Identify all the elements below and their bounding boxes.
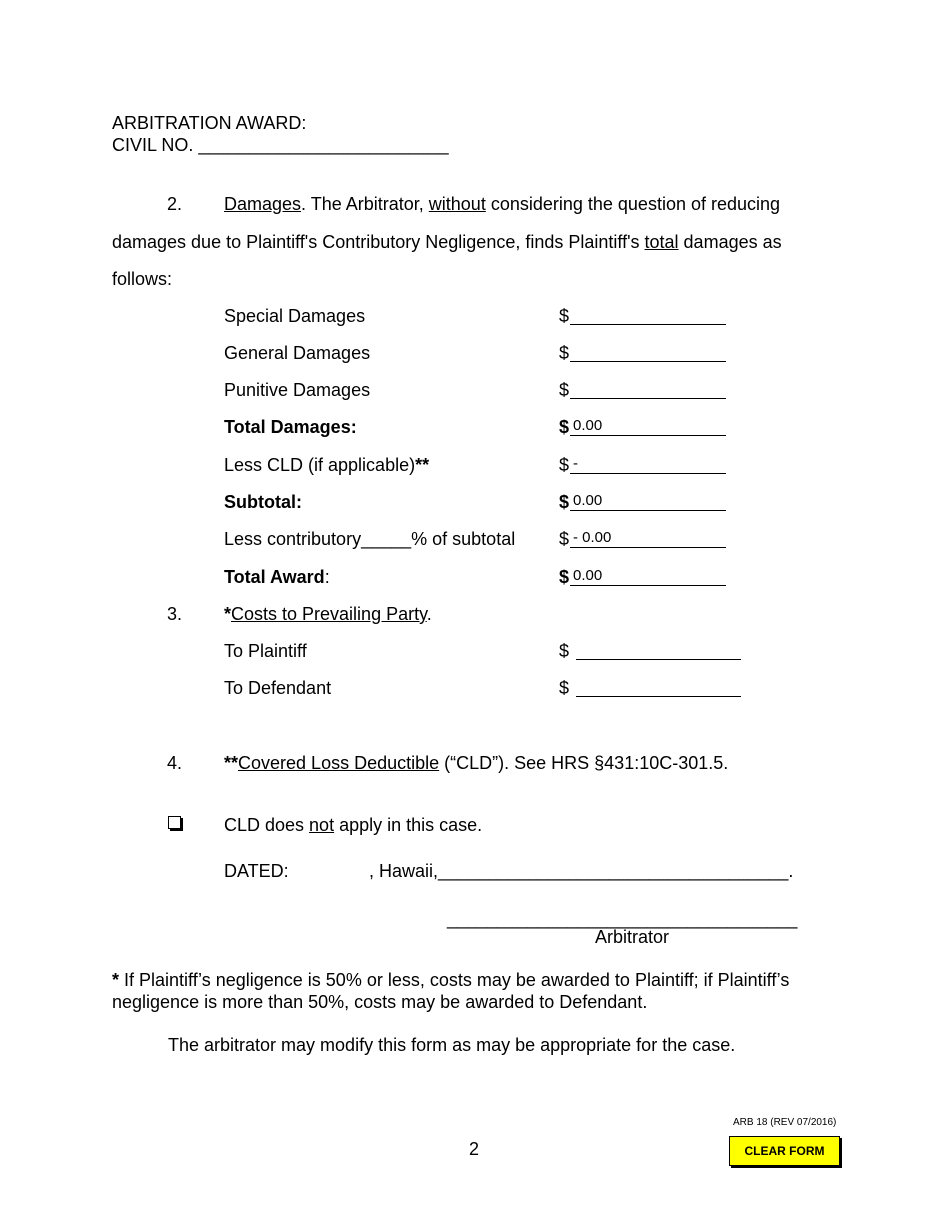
- footnote-star: *: [112, 970, 120, 990]
- less-cld-stars: **: [415, 455, 430, 475]
- section-4-number: 4.: [167, 753, 183, 773]
- total-award-field: 0.00: [570, 566, 726, 586]
- to-plaintiff-label: To Plaintiff: [224, 641, 307, 661]
- civil-no-line: [112, 134, 449, 156]
- damages-heading: Damages: [224, 194, 302, 214]
- to-plaintiff-field[interactable]: [576, 640, 741, 660]
- civil-no-field[interactable]: _________________________: [198, 135, 449, 155]
- to-plaintiff-dollar: $: [559, 641, 570, 661]
- section-2-text-a: . The Arbitrator,: [301, 194, 429, 214]
- section-2-number: 2.: [167, 194, 183, 214]
- cld-text-a: CLD does: [224, 815, 310, 835]
- clear-form-button[interactable]: CLEAR FORM: [729, 1136, 840, 1166]
- arbitrator-label: Arbitrator: [595, 927, 670, 947]
- section-3-number: 3.: [167, 604, 183, 624]
- total-damages-field: 0.00: [570, 416, 726, 436]
- total-award-label: [224, 566, 330, 588]
- total-damages-label: Total Damages:: [224, 417, 357, 437]
- section-3-star: *: [224, 604, 232, 624]
- less-cld-label: [224, 454, 429, 476]
- to-defendant-dollar: $: [559, 678, 570, 698]
- section-2-line-2b: damages as: [678, 232, 782, 252]
- dated-hawaii-line: [369, 860, 793, 882]
- less-cld-field: -: [570, 454, 726, 474]
- cld-text-b: apply in this case.: [334, 815, 483, 835]
- total-award-colon: :: [324, 567, 330, 587]
- section-2-line-2a: damages due to Plaintiff's Contributory Negligence, finds Plaintiff's: [112, 232, 645, 252]
- section-3-heading: [224, 603, 432, 625]
- form-id: ARB 18 (REV 07/2016): [733, 1117, 837, 1128]
- not-word: not: [309, 815, 335, 835]
- subtotal-field: 0.00: [570, 491, 726, 511]
- to-defendant-field[interactable]: [576, 677, 741, 697]
- less-contributory-text: Less contributory: [224, 529, 362, 549]
- section-4-stars: **: [224, 753, 239, 773]
- costs-heading: Costs to Prevailing Party: [231, 604, 427, 624]
- section-4-rest: (“CLD”). See HRS §431:10C-301.5.: [439, 753, 729, 773]
- general-damages-field[interactable]: [570, 342, 726, 362]
- cld-statement: [224, 814, 482, 836]
- dated-field[interactable]: ___________________________________: [438, 861, 789, 881]
- total-award-dollar: $: [559, 567, 570, 587]
- total-award-text: Total Award: [224, 567, 325, 587]
- percent-of-subtotal-text: % of subtotal: [411, 529, 516, 549]
- special-damages-dollar: $: [559, 306, 570, 326]
- modify-note: The arbitrator may modify this form as may be appropriate for the case.: [168, 1035, 736, 1055]
- less-contributory-dollar: $: [559, 529, 570, 549]
- total-word: total: [644, 232, 679, 252]
- contributory-percent-field[interactable]: _____: [361, 529, 412, 549]
- punitive-damages-dollar: $: [559, 380, 570, 400]
- section-2-line-1: [224, 193, 780, 215]
- punitive-damages-field[interactable]: [570, 379, 726, 399]
- special-damages-field[interactable]: [570, 305, 726, 325]
- without-word: without: [428, 194, 486, 214]
- subtotal-dollar: $: [559, 492, 570, 512]
- punitive-damages-label: Punitive Damages: [224, 380, 371, 400]
- total-damages-dollar: $: [559, 417, 570, 437]
- footnote: [112, 969, 838, 1013]
- general-damages-dollar: $: [559, 343, 570, 363]
- civil-no-label: CIVIL NO.: [112, 135, 194, 155]
- less-cld-dollar: $: [559, 455, 570, 475]
- less-cld-label-text: Less CLD (if applicable): [224, 455, 416, 475]
- section-2-text-b: considering the question of reducing: [485, 194, 781, 214]
- footnote-line-1: If Plaintiff’s negligence is 50% or less, costs may be awarded to Plaintiff; if Plaintiff’s: [119, 970, 790, 990]
- section-3-period: .: [426, 604, 432, 624]
- dated-period: .: [788, 861, 794, 881]
- cld-heading: Covered Loss Deductible: [238, 753, 440, 773]
- subtotal-label: Subtotal:: [224, 492, 302, 512]
- hawaii-text: , Hawaii,: [369, 861, 439, 881]
- cld-not-apply-checkbox[interactable]: [168, 816, 181, 829]
- signature-line[interactable]: ___________________________________: [447, 909, 798, 929]
- general-damages-label: General Damages: [224, 343, 371, 363]
- document-title: ARBITRATION AWARD:: [112, 113, 307, 133]
- page-number: 2: [469, 1139, 480, 1159]
- section-4-heading: [224, 752, 728, 774]
- to-defendant-label: To Defendant: [224, 678, 332, 698]
- less-contributory-label: [224, 528, 515, 550]
- section-2-line-3: follows:: [112, 269, 173, 289]
- footnote-line-2: negligence is more than 50%, costs may be awarded to Defendant.: [112, 992, 648, 1012]
- special-damages-label: Special Damages: [224, 306, 366, 326]
- section-2-line-2: [112, 231, 782, 253]
- less-contributory-field: - 0.00: [570, 528, 726, 548]
- dated-label: DATED:: [224, 861, 289, 881]
